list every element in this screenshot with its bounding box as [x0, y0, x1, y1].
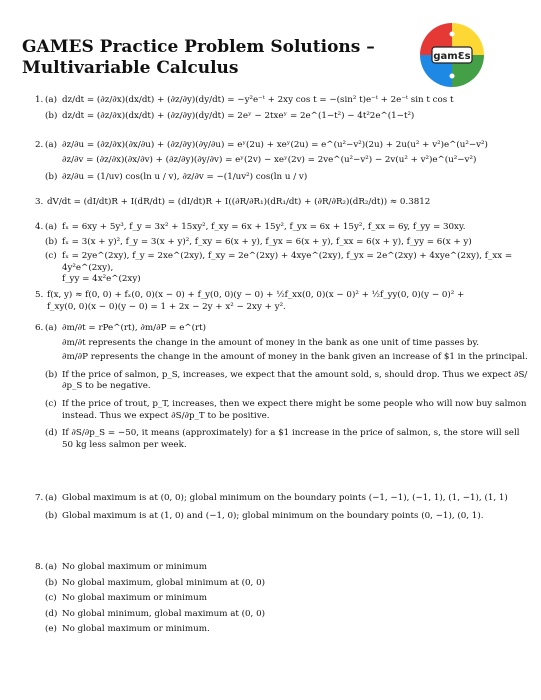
problem-7: [35, 493, 530, 526]
problem-4: [35, 222, 530, 286]
part-text: dz/dt = (∂z/∂x)(dx/dt) + (∂z/∂y)(dy/dt) = 2eʸ − 2txeʸ = 2e^(1−t²) − 4t²2e^(1−t²): [62, 110, 415, 121]
problem-8: [35, 562, 530, 640]
part-a: (a) dz/dt = (∂z/∂x)(dx/dt) + (∂z/∂y)(dy/dt) = −y²e⁻ᵗ + 2xy cos t = −(sin² t)e⁻ᵗ + 2e⁻ᵗ sin t cos t: [45, 95, 454, 105]
part-a: (a) Global maximum is at (0, 0); global minimum on the boundary points (−1, −1), (−1, 1), (1, −1), (1, 1): [45, 493, 508, 503]
part-b: (b) ∂z/∂u = (1/uv) cos(ln u / v), ∂z/∂v = −(1/uv²) cos(ln u / v): [45, 172, 308, 183]
page-title: GAMES Practice Problem Solutions – Multivariable Calculus: [22, 37, 375, 78]
part-text: f_xy(0, 0)(x − 0)(y − 0) = 1 + 2x − 2y + x² − 2xy + y².: [47, 301, 286, 312]
part-c: (c) fₓ = 2ye^(2xy), f_y = 2xe^(2xy), f_xy = 2e^(2xy) + 4xye^(2xy), f_yx = 2e^(2xy) + 4xye^(2xy), f_xx = 4y²e^(2xy),: [45, 251, 513, 273]
part-e: (e) No global maximum or minimum.: [45, 624, 210, 635]
part-b: (b) Global maximum is at (1, 0) and (−1, 0); global minimum on the boundary points (0, −1), (0, 1).: [45, 510, 484, 521]
part-d: (d) No global minimum, global maximum at (0, 0): [45, 608, 265, 619]
part-a: (a) ∂z/∂u = (∂z/∂x)(∂x/∂u) + (∂z/∂y)(∂y/∂u) = eʸ(2u) + xeʸ(2u) = e^(u²−v²)(2u) + 2u(u² + v²)e^(u²−v²): [45, 140, 488, 150]
problem-number: 8.: [35, 562, 44, 572]
part-text: dz/dt = (∂z/∂x)(dx/dt) + (∂z/∂y)(dy/dt) = −y²e⁻ᵗ + 2xy cos t = −(sin² t)e⁻ᵗ + 2e⁻ᵗ sin t cos t: [62, 95, 454, 105]
part-text: ∂m/∂P represents the change in the amount of money in the bank given an increase of $1 in the principal.: [62, 352, 528, 363]
part-text: ∂m/∂t = rPe^(rt), ∂m/∂P = e^(rt): [62, 323, 207, 333]
part-text: fₓ = 3(x + y)², f_y = 3(x + y)², f_xy = 6(x + y), f_yx = 6(x + y), f_xx = 6(x + y), f_yy = 6(x + y): [62, 236, 472, 247]
part-text: Global maximum is at (0, 0); global minimum on the boundary points (−1, −1), (−1, 1), (1, −1), (1, 1): [62, 493, 508, 503]
problem-number: 7.: [35, 493, 44, 503]
part-text: No global maximum, global minimum at (0, 0): [62, 577, 265, 588]
part-text: fₓ = 2ye^(2xy), f_y = 2xe^(2xy), f_xy = 2e^(2xy) + 4xye^(2xy), f_yx = 2e^(2xy) + 4xye^(2xy), f_xx = 4y²e^(2xy),: [62, 251, 513, 273]
part-text: Global maximum is at (1, 0) and (−1, 0); global minimum on the boundary points (0, −1), (0, 1).: [62, 510, 484, 521]
part-text: No global maximum or minimum: [62, 593, 207, 604]
answer-line-1: [35, 290, 530, 302]
problem-number: 6.: [35, 323, 44, 333]
part-b: (b) dz/dt = (∂z/∂x)(dx/dt) + (∂z/∂y)(dy/dt) = 2eʸ − 2txeʸ = 2e^(1−t²) − 4t²2e^(1−t²): [45, 110, 415, 121]
part-b: (b) If the price of salmon, p_S, increases, we expect that the amount sold, s, should drop. Thus we expect ∂S/∂p_S to be negative.: [45, 369, 528, 392]
problem-5: [35, 290, 530, 313]
part-d: (d) If ∂S/∂p_S = −50, it means (approximately) for a $1 increase in the price of salmon, s, the store will sell 50 kg less salmon per week.: [45, 428, 520, 450]
part-a-explanation-1: [35, 338, 530, 350]
part-text: fₓ = 6xy + 5y³, f_y = 3x² + 15xy², f_xy = 6x + 15y², f_yx = 6x + 15y², f_xx = 6y, f_yy = 30xy.: [62, 222, 466, 232]
problem-number: 4.: [35, 222, 44, 232]
logo-text: gamƐs: [433, 51, 471, 62]
part-text: No global minimum, global maximum at (0, 0): [62, 608, 265, 619]
part-a: (a) fₓ = 6xy + 5y³, f_y = 3x² + 15xy², f_xy = 6x + 15y², f_yx = 6x + 15y², f_xx = 6y, f_yy = 30xy.: [45, 222, 466, 232]
part-text: ∂m/∂t represents the change in the amount of money in the bank as one unit of time passes by.: [62, 337, 479, 348]
part-text: No global maximum or minimum.: [62, 624, 210, 635]
part-c: (c) No global maximum or minimum: [45, 593, 207, 604]
problem-2: [35, 140, 530, 184]
part-text: If ∂S/∂p_S = −50, it means (approximately) for a $1 increase in the price of salmon, s, the store will sell 50 kg less salmon per week.: [62, 428, 520, 450]
problem-3: [35, 197, 530, 209]
part-text: ∂z/∂u = (∂z/∂x)(∂x/∂u) + (∂z/∂y)(∂y/∂u) = eʸ(2u) + xeʸ(2u) = e^(u²−v²)(2u) + 2u(u² + v²)e^(u²−v²): [62, 140, 488, 150]
problem-number: 2.: [35, 140, 44, 150]
problem-number: 5.: [35, 290, 44, 300]
part-c-continued: [35, 274, 530, 286]
part-a: (a) ∂m/∂t = rPe^(rt), ∂m/∂P = e^(rt): [45, 323, 207, 333]
part-text: No global maximum or minimum: [62, 562, 207, 572]
problem-number: 3.: [35, 197, 44, 207]
part-a-explanation-2: [35, 352, 530, 364]
problem-1: [35, 95, 530, 122]
part-a: (a) No global maximum or minimum: [45, 562, 207, 572]
part-b: (b) No global maximum, global minimum at (0, 0): [45, 577, 265, 588]
part-text: ∂z/∂u = (1/uv) cos(ln u / v), ∂z/∂v = −(1/uv²) cos(ln u / v): [62, 172, 308, 183]
problem-number: 1.: [35, 95, 44, 105]
part-text: If the price of salmon, p_S, increases, we expect that the amount sold, s, should drop. Thus we expect ∂S/∂p_S to be negative.: [62, 369, 528, 392]
part-text: f_yy = 4x²e^(2xy): [62, 274, 141, 285]
part-text: If the price of trout, p_T, increases, then we expect there might be some people who will now buy salmon instead. Thus we expect ∂S/∂p_T to be positive.: [62, 398, 527, 421]
part-text: ∂z/∂v = (∂z/∂x)(∂x/∂v) + (∂z/∂y)(∂y/∂v) = eʸ(2v) − xeʸ(2v) = 2ve^(u²−v²) − 2v(u² + v²)e^(u²−v²): [62, 154, 477, 165]
part-b: (b) fₓ = 3(x + y)², f_y = 3(x + y)², f_xy = 6(x + y), f_yx = 6(x + y), f_xx = 6(x + y), f_yy = 6(x + y): [45, 236, 472, 247]
part-c: (c) If the price of trout, p_T, increases, then we expect there might be some people who will now buy salmon instead. Thus we expect ∂S/∂p_T to be positive.: [45, 398, 527, 421]
problem-6: [35, 323, 530, 454]
games-logo: [419, 22, 485, 88]
part-text: dV/dt = (dI/dt)R + I(dR/dt) = (dI/dt)R + I((∂R/∂R₁)(dR₁/dt) + (∂R/∂R₂)(dR₂/dt)) ≈ 0.3812: [47, 197, 431, 207]
answer: [35, 197, 530, 209]
answer-line-2: [35, 302, 530, 314]
part-text: f(x, y) ≈ f(0, 0) + fₓ(0, 0)(x − 0) + f_y(0, 0)(y − 0) + ½f_xx(0, 0)(x − 0)² + ½f_yy(0, 0)(y − 0)² +: [47, 290, 465, 300]
part-a-continued: [35, 155, 530, 167]
